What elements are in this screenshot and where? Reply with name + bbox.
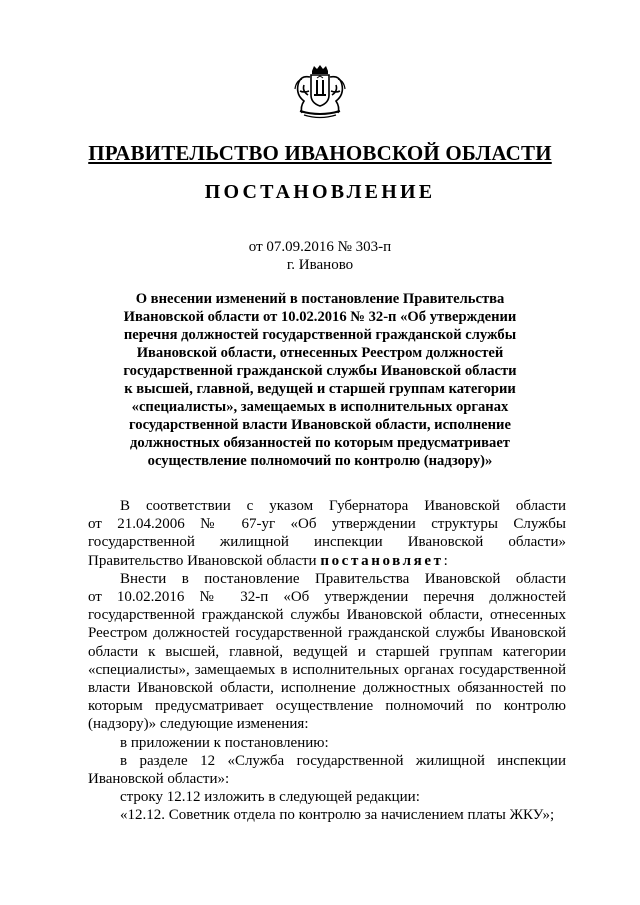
body-line: государственной гражданской службы Ивановской области, отнесенных <box>88 607 566 624</box>
subject-line: Ивановской области, отнесенных Реестром должностей <box>136 345 504 361</box>
body-line: которым предусматривает осуществление полномочий по контролю <box>88 698 566 715</box>
body-line: «специалисты», замещаемых в исполнительных органах государственной <box>88 661 566 678</box>
body-line: от 10.02.2016 № 32-п «Об утверждении перечня должностей <box>88 589 566 606</box>
body-line: от 21.04.2006 № 67-уг «Об утверждении структуры Службы <box>88 516 566 533</box>
body-line: власти Ивановской области, исполнение должностных обязанностей по <box>88 680 566 697</box>
subject-line: должностных обязанностей по которым предусматривает <box>130 435 510 451</box>
document-date-number: от 07.09.2016 № 303-п <box>248 239 392 255</box>
body-text-fragment: : <box>443 552 448 569</box>
body-line: Ивановской области»: <box>88 771 230 788</box>
subject-line: Ивановской области от 10.02.2016 № 32-п «Об утверждении <box>123 309 517 325</box>
body-line: области к высшей, главной, ведущей и старшей группам категории <box>88 643 566 660</box>
body-line-decree <box>88 552 566 570</box>
document-type-title: ПОСТАНОВЛЕНИЕ <box>204 181 436 203</box>
body-line: строку 12.12 изложить в следующей редакции: <box>120 789 420 806</box>
document-city: г. Иваново <box>286 257 354 273</box>
subject-line: осуществление полномочий по контролю (надзору)» <box>147 453 493 469</box>
subject-line: перечня должностей государственной гражданской службы <box>123 327 517 343</box>
ivanovo-coat-of-arms-icon <box>290 65 350 119</box>
body-text-fragment: Правительство Ивановской области <box>88 552 321 569</box>
body-line: (надзору)» следующие изменения: <box>88 716 309 733</box>
body-line: В соответствии с указом Губернатора Ивановской области <box>120 498 566 514</box>
body-line: государственной жилищной инспекции Ивановской области» <box>88 534 566 551</box>
body-line: Реестром должностей государственной гражданской службы Ивановской <box>88 625 566 642</box>
body-line: в разделе 12 «Служба государственной жилищной инспекции <box>120 752 566 769</box>
subject-line: государственной гражданской службы Ивановской области <box>123 363 517 379</box>
subject-line: государственной власти Ивановской области, исполнение <box>129 417 511 433</box>
decree-word: постановляет <box>320 552 444 569</box>
document-body <box>88 497 566 825</box>
government-title: ПРАВИТЕЛЬСТВО ИВАНОВСКОЙ ОБЛАСТИ <box>88 141 552 165</box>
body-line: Внести в постановление Правительства Ивановской области <box>120 570 566 587</box>
subject-line: О внесении изменений в постановление Правительства <box>135 291 505 307</box>
subject-line: «специалисты», замещаемых в исполнительных органах <box>131 399 509 415</box>
subject-line: к высшей, главной, ведущей и старшей группам категории <box>124 381 516 397</box>
document-subject <box>105 290 535 470</box>
body-line: «12.12. Советник отдела по контролю за начислением платы ЖКУ»; <box>120 807 555 824</box>
body-line: в приложении к постановлению: <box>120 734 329 751</box>
